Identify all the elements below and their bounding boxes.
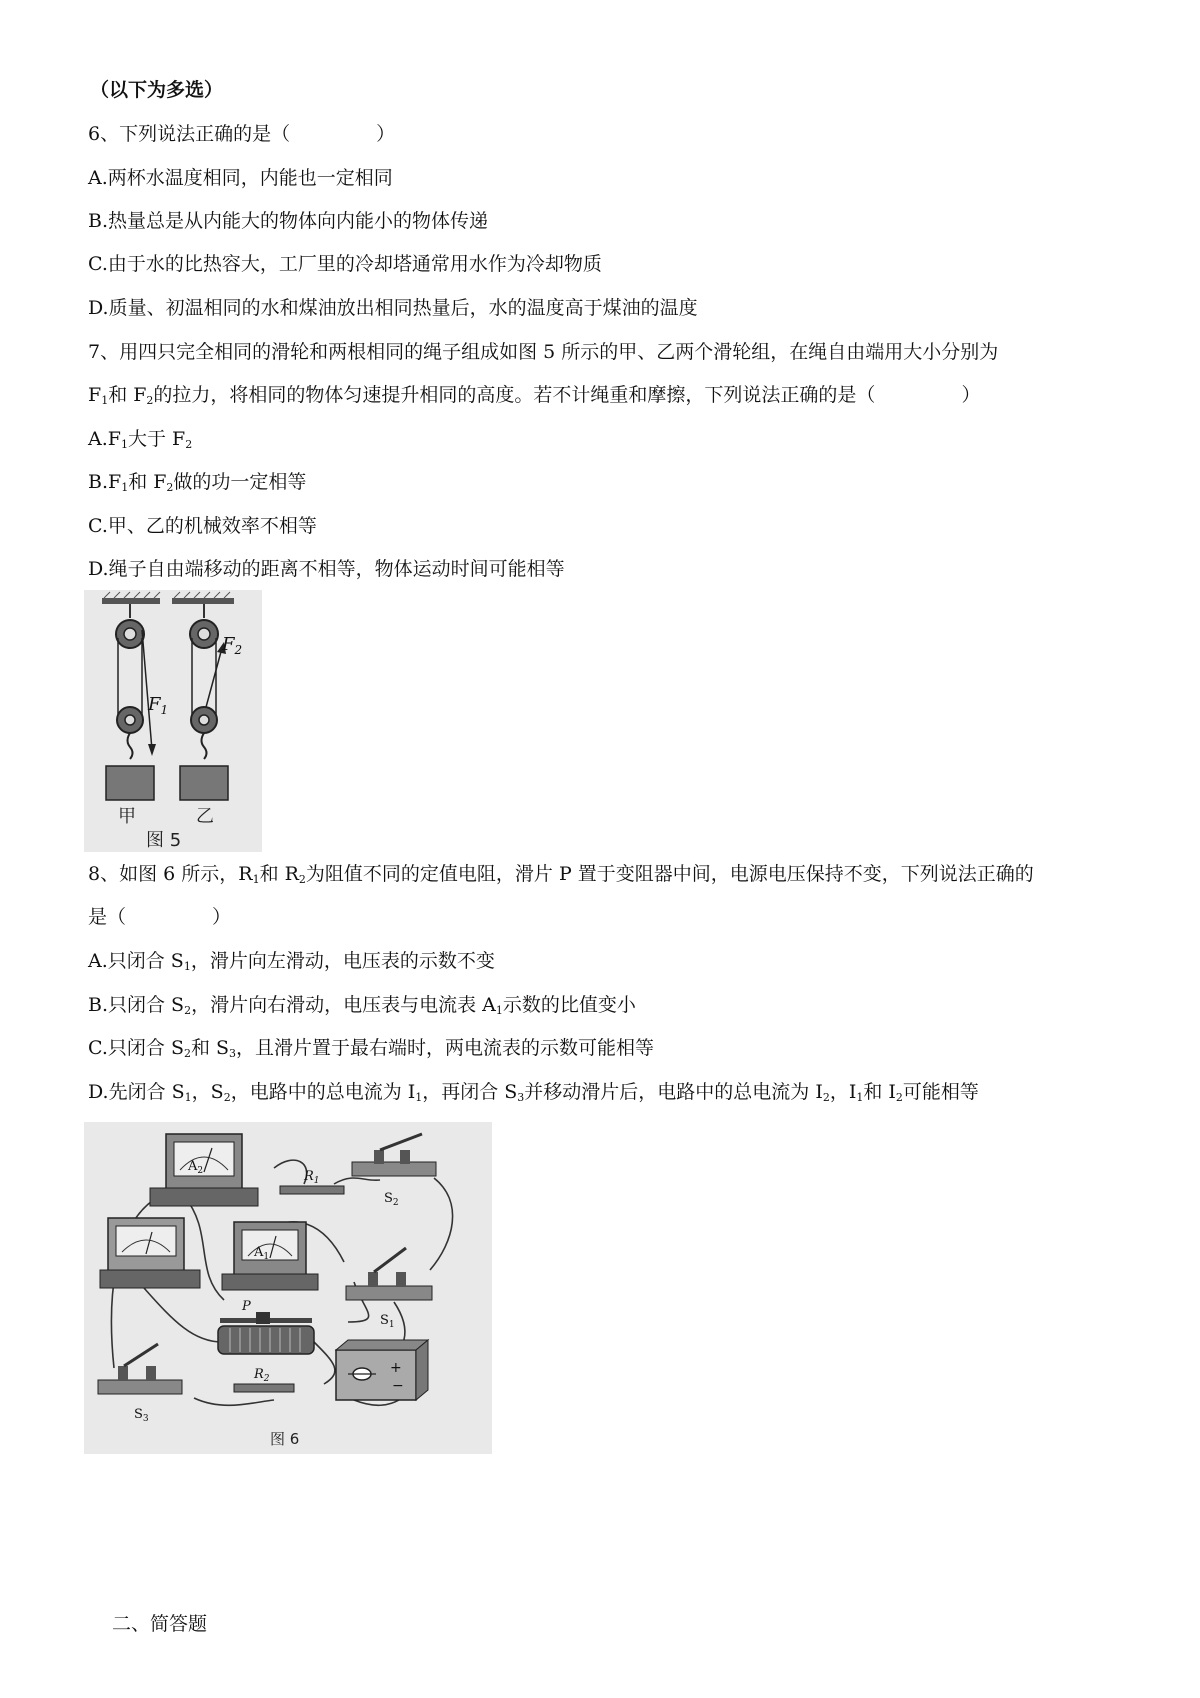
q8d-sub: 2 bbox=[822, 1091, 830, 1104]
q7b-sub: 1 bbox=[121, 481, 129, 494]
q8d-text: ，S bbox=[191, 1081, 224, 1103]
q7-text: 的拉力，将相同的物体匀速提升相同的高度。若不计绳重和摩擦，下列说法正确的是（ bbox=[153, 384, 876, 406]
q7-option-d: D.绳子自由端移动的距离不相等，物体运动时间可能相等 bbox=[88, 558, 565, 580]
q8-sub: 2 bbox=[298, 873, 306, 886]
q7b-sub: 2 bbox=[166, 481, 174, 494]
q6-option-a: A.两杯水温度相同，内能也一定相同 bbox=[88, 167, 393, 189]
q8-sub: 1 bbox=[252, 873, 260, 886]
q7-stem-line2 bbox=[88, 383, 980, 407]
q8d-sub: 3 bbox=[517, 1091, 525, 1104]
q7-stem-close: ） bbox=[961, 384, 981, 406]
q7b-text: 做的功一定相等 bbox=[173, 471, 307, 493]
q7a-sub: 1 bbox=[120, 438, 128, 451]
voltmeter bbox=[100, 1218, 200, 1288]
q8c-text: ，且滑片置于最右端时，两电流表的示数可能相等 bbox=[236, 1037, 655, 1059]
figure-6-caption: 图 6 bbox=[270, 1430, 300, 1448]
svg-text:A2: $A_2$ bbox=[188, 1159, 204, 1176]
ammeter-a2 bbox=[150, 1134, 258, 1206]
q8-text: 为阻值不同的定值电阻，滑片 P 置于变阻器中间，电源电压保持不变，下列说法正确的 bbox=[305, 863, 1034, 885]
label-jia: 甲 bbox=[118, 806, 136, 827]
pulley-diagram bbox=[84, 590, 262, 852]
q8-stem-line1 bbox=[88, 862, 1034, 886]
q8a-sub: 1 bbox=[183, 960, 191, 973]
resistor-r1 bbox=[280, 1169, 344, 1194]
q8d-sub: 2 bbox=[223, 1091, 231, 1104]
svg-text:R2: $R_2$ bbox=[254, 1367, 270, 1384]
q8c-sub: 3 bbox=[229, 1047, 237, 1060]
q8b-text: B.只闭合 S bbox=[88, 994, 185, 1016]
q7a-text: A.F bbox=[88, 428, 121, 450]
q6-stem-close: ） bbox=[376, 123, 396, 145]
section-2-title: 二、简答题 bbox=[112, 1613, 208, 1635]
q6-stem bbox=[88, 122, 395, 146]
q8-stem-close: ） bbox=[212, 906, 232, 928]
q8d-sub: 1 bbox=[184, 1091, 192, 1104]
q7-stem-line1: 7、用四只完全相同的滑轮和两根相同的绳子组成如图 5 所示的甲、乙两个滑轮组，在绳自由端用大小分别为 bbox=[88, 341, 999, 363]
svg-text:A1: $A_1$ bbox=[254, 1245, 270, 1262]
q7-option-b bbox=[88, 470, 306, 494]
q7-sub: 2 bbox=[146, 394, 154, 407]
q8d-sub: 1 bbox=[415, 1091, 423, 1104]
q8d-text: ，电路中的总电流为 I bbox=[230, 1081, 416, 1103]
slider-p bbox=[256, 1312, 270, 1324]
q8b-sub: 2 bbox=[184, 1004, 192, 1017]
q6-option-d: D.质量、初温相同的水和煤油放出相同热量后，水的温度高于煤油的温度 bbox=[88, 297, 698, 319]
slider-p-label: P bbox=[242, 1299, 251, 1314]
q8-text: 和 R bbox=[259, 863, 299, 885]
svg-text:+: + bbox=[390, 1360, 402, 1376]
switch-s1 bbox=[346, 1248, 432, 1330]
q7a-text: 大于 F bbox=[127, 428, 186, 450]
q7-text-f: F bbox=[88, 384, 102, 406]
q6-stem-text: 6、下列说法正确的是（ bbox=[88, 123, 291, 145]
q8d-text: 并移动滑片后，电路中的总电流为 I bbox=[524, 1081, 823, 1103]
figure-5-caption: 图 5 bbox=[146, 830, 182, 851]
figure-6-circuit bbox=[84, 1122, 492, 1454]
ceiling-right bbox=[172, 598, 234, 604]
svg-text:−: − bbox=[392, 1378, 404, 1394]
q7b-text: B.F bbox=[88, 471, 122, 493]
q8-text: 是（ bbox=[88, 906, 127, 928]
figure-5-pulleys bbox=[84, 590, 262, 852]
q8-stem-line2 bbox=[88, 905, 231, 929]
circuit-diagram bbox=[84, 1122, 492, 1454]
q8d-sub: 2 bbox=[895, 1091, 903, 1104]
q8-option-c bbox=[88, 1036, 654, 1060]
q8c-text: C.只闭合 S bbox=[88, 1037, 184, 1059]
q8b-text: 示数的比值变小 bbox=[502, 994, 636, 1016]
resistor-r2 bbox=[234, 1367, 294, 1392]
multi-select-note: （以下为多选） bbox=[90, 79, 224, 101]
power-supply bbox=[336, 1340, 428, 1400]
rope-free-end bbox=[142, 630, 152, 750]
q8c-sub: 2 bbox=[183, 1047, 191, 1060]
ceiling-left bbox=[102, 598, 160, 604]
arrow-f1 bbox=[148, 744, 156, 756]
q7-text: 和 F bbox=[108, 384, 147, 406]
force1-label: $F_1$ bbox=[148, 694, 169, 717]
weight-left bbox=[106, 766, 154, 800]
q7-option-a bbox=[88, 427, 192, 451]
q8c-text: 和 S bbox=[190, 1037, 230, 1059]
ammeter-a1 bbox=[222, 1222, 318, 1290]
q8d-text: ，I bbox=[829, 1081, 857, 1103]
svg-text:S3: $S_3$ bbox=[134, 1407, 149, 1424]
q7b-text: 和 F bbox=[128, 471, 167, 493]
q8-option-d bbox=[88, 1080, 979, 1104]
switch-s2 bbox=[352, 1134, 436, 1208]
switch-s3 bbox=[98, 1344, 182, 1424]
weight-right bbox=[180, 766, 228, 800]
rheostat bbox=[218, 1299, 314, 1354]
q8d-text: 和 I bbox=[863, 1081, 896, 1103]
q8d-text: D.先闭合 S bbox=[88, 1081, 185, 1103]
q7-sub: 1 bbox=[101, 394, 109, 407]
force2-label: $F_2$ bbox=[222, 634, 243, 657]
q8d-sub: 1 bbox=[856, 1091, 864, 1104]
svg-text:R1: $R_1$ bbox=[304, 1169, 320, 1186]
q8-text: 8、如图 6 所示，R bbox=[88, 863, 253, 885]
q8d-text: 可能相等 bbox=[902, 1081, 979, 1103]
svg-text:S1: $S_1$ bbox=[380, 1313, 395, 1330]
svg-text:S2: $S_2$ bbox=[384, 1191, 399, 1208]
q8d-text: ，再闭合 S bbox=[422, 1081, 518, 1103]
q8-option-b bbox=[88, 993, 636, 1017]
q6-option-b: B.热量总是从内能大的物体向内能小的物体传递 bbox=[88, 210, 489, 232]
q8a-text: A.只闭合 S bbox=[88, 950, 184, 972]
q8a-text: ，滑片向左滑动，电压表的示数不变 bbox=[190, 950, 495, 972]
q7a-sub: 2 bbox=[185, 438, 193, 451]
q7-option-c: C.甲、乙的机械效率不相等 bbox=[88, 515, 317, 537]
label-yi: 乙 bbox=[196, 806, 214, 827]
q6-option-c: C.由于水的比热容大，工厂里的冷却塔通常用水作为冷却物质 bbox=[88, 253, 602, 275]
q8b-sub: 1 bbox=[495, 1004, 503, 1017]
q8b-text: ，滑片向右滑动，电压表与电流表 A bbox=[191, 994, 496, 1016]
q8-option-a bbox=[88, 949, 495, 973]
